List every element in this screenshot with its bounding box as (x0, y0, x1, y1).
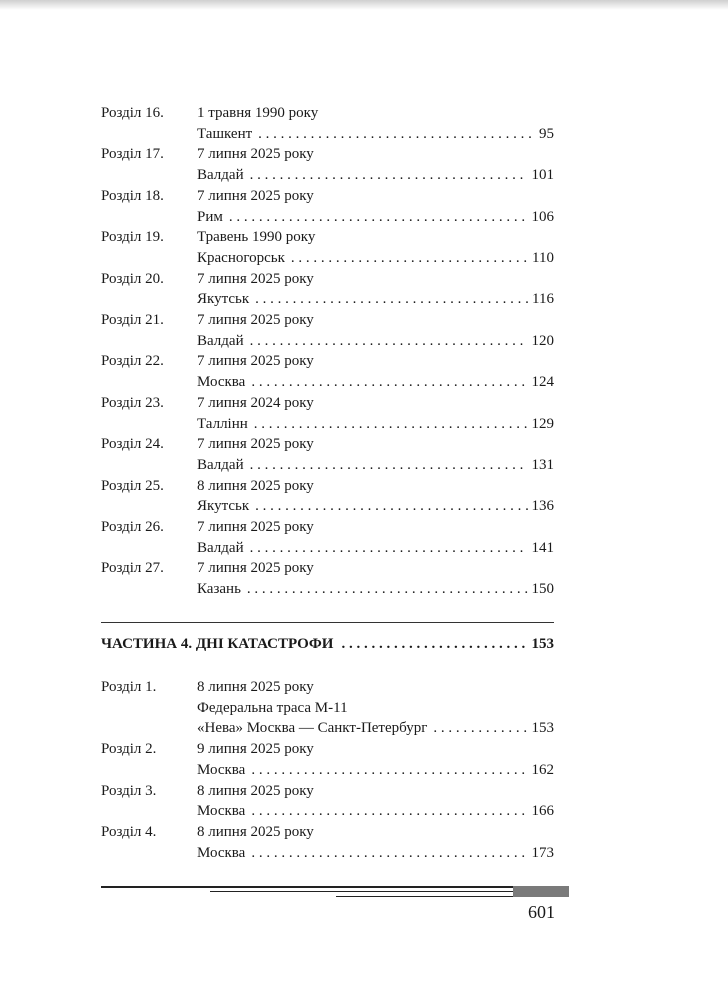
place-line (197, 843, 554, 864)
chapter-number: Розділ 25. (101, 477, 164, 494)
toc-entry (101, 677, 554, 739)
chapter-date: 1 травня 1990 року (197, 105, 319, 121)
chapter-number: Розділ 21. (101, 312, 164, 329)
toc-entry (101, 558, 554, 599)
entry-body (197, 558, 554, 599)
chapter-number: Розділ 26. (101, 519, 164, 536)
toc-entry (101, 351, 554, 392)
toc-entry (101, 739, 554, 780)
leader-dots (250, 455, 528, 476)
chapter-place: Казань (197, 581, 241, 598)
chapter-date: Травень 1990 року (197, 229, 316, 246)
leader-dots (433, 718, 527, 739)
chapter-date: 7 липня 2025 року (197, 187, 314, 204)
chapter-page: 136 (531, 498, 554, 515)
chapter-number: Розділ 16. (101, 105, 164, 121)
leader-dots (250, 538, 528, 559)
place-line (197, 496, 554, 517)
place-line (197, 718, 554, 739)
chapter-number: Розділ 22. (101, 353, 164, 370)
entry-body (197, 822, 554, 863)
place-line (197, 455, 554, 476)
chapter-page: 129 (531, 415, 554, 432)
chapter-location-line: Федеральна траса М-11 (197, 699, 348, 716)
chapter-place: Рим (197, 208, 223, 225)
entry-body (197, 517, 554, 558)
toc-entry (101, 517, 554, 558)
chapter-number: Розділ 18. (101, 187, 164, 204)
leader-dots (229, 207, 528, 228)
chapter-place: «Нева» Москва — Санкт-Петербург (197, 720, 428, 737)
entry-body (197, 310, 554, 351)
chapter-date: 7 липня 2025 року (197, 436, 314, 453)
toc-entry (101, 781, 554, 822)
chapter-place: Москва (197, 844, 246, 861)
entry-body (197, 434, 554, 475)
chapter-place: Таллінн (197, 415, 248, 432)
chapter-number: Розділ 24. (101, 436, 164, 453)
chapter-page: 141 (531, 539, 554, 556)
part-top-rule (101, 622, 554, 623)
chapter-date: 7 липня 2025 року (197, 560, 314, 577)
chapter-date: 8 липня 2025 року (197, 823, 314, 840)
toc-entry (101, 269, 554, 310)
toc-section-bottom (101, 677, 554, 863)
part-heading (101, 636, 554, 653)
footer-rule-short (336, 896, 513, 897)
place-line (197, 801, 554, 822)
leader-dots (251, 760, 527, 781)
chapter-number: Розділ 17. (101, 146, 164, 163)
chapter-page: 101 (531, 167, 554, 184)
chapter-place: Красногорськ (197, 249, 285, 266)
part-title: ЧАСТИНА 4. ДНІ КАТАСТРОФИ (101, 636, 334, 652)
place-line (197, 165, 554, 186)
chapter-page: 110 (532, 249, 554, 266)
entry-body (197, 476, 554, 517)
chapter-date: 8 липня 2025 року (197, 679, 314, 695)
page-number: 601 (528, 902, 555, 922)
entry-body (197, 393, 554, 434)
chapter-date: 8 липня 2025 року (197, 782, 314, 799)
place-line (197, 289, 554, 310)
leader-dots (255, 289, 528, 310)
place-line (197, 248, 554, 269)
leader-dots (247, 579, 528, 600)
entry-body (197, 739, 554, 780)
chapter-date: 9 липня 2025 року (197, 741, 314, 758)
leader-dots (251, 372, 527, 393)
leader-dots (250, 165, 528, 186)
leader-dots (255, 496, 527, 517)
footer-rule-mid (210, 891, 513, 892)
entry-body (197, 227, 554, 268)
chapter-page: 106 (531, 208, 554, 225)
place-line (197, 331, 554, 352)
toc-entry (101, 393, 554, 434)
entry-body (197, 186, 554, 227)
chapter-place: Москва (197, 374, 246, 391)
chapter-page: 173 (531, 844, 554, 861)
entry-body (197, 103, 554, 144)
leader-dots (258, 124, 535, 145)
toc-entry (101, 476, 554, 517)
chapter-page: 116 (532, 291, 554, 308)
toc-entry (101, 310, 554, 351)
chapter-page: 166 (531, 803, 554, 820)
chapter-place: Валдай (197, 167, 244, 184)
place-line (197, 760, 554, 781)
chapter-place: Валдай (197, 332, 244, 349)
chapter-place: Якутськ (197, 498, 250, 515)
leader-dots (251, 843, 527, 864)
chapter-page: 150 (531, 581, 554, 598)
chapter-number: Розділ 1. (101, 679, 157, 695)
part-leader-dots (341, 636, 527, 653)
part-page: 153 (531, 636, 554, 652)
place-line (197, 372, 554, 393)
toc-entry (101, 434, 554, 475)
footer-rule-long (101, 886, 513, 888)
chapter-page: 95 (539, 125, 554, 142)
entry-body (197, 269, 554, 310)
chapter-date: 8 липня 2025 року (197, 477, 314, 494)
chapter-page: 162 (531, 761, 554, 778)
place-line (197, 579, 554, 600)
leader-dots (291, 248, 528, 269)
toc-section-top (101, 103, 554, 600)
place-line (197, 538, 554, 559)
chapter-date: 7 липня 2025 року (197, 353, 314, 370)
place-line (197, 124, 554, 145)
chapter-page: 131 (531, 456, 554, 473)
toc-entry (101, 227, 554, 268)
entry-body (197, 677, 554, 739)
chapter-number: Розділ 2. (101, 741, 157, 758)
entry-body (197, 144, 554, 185)
toc-entry (101, 144, 554, 185)
chapter-number: Розділ 23. (101, 394, 164, 411)
entry-body (197, 781, 554, 822)
chapter-number: Розділ 4. (101, 823, 157, 840)
place-line (197, 414, 554, 435)
toc-entry (101, 103, 554, 144)
toc-entry (101, 822, 554, 863)
chapter-place: Якутськ (197, 291, 250, 308)
chapter-place: Москва (197, 803, 246, 820)
footer-gray-block (513, 886, 569, 897)
leader-dots (251, 801, 527, 822)
entry-body (197, 351, 554, 392)
toc-entry (101, 186, 554, 227)
chapter-date: 7 липня 2025 року (197, 312, 314, 329)
chapter-place: Валдай (197, 456, 244, 473)
chapter-date: 7 липня 2024 року (197, 394, 314, 411)
chapter-number: Розділ 3. (101, 782, 157, 799)
chapter-number: Розділ 20. (101, 270, 164, 287)
leader-dots (250, 331, 528, 352)
place-line (197, 207, 554, 228)
chapter-page: 153 (531, 720, 554, 737)
chapter-date: 7 липня 2025 року (197, 270, 314, 287)
leader-dots (254, 414, 528, 435)
chapter-page: 120 (531, 332, 554, 349)
chapter-number: Розділ 19. (101, 229, 164, 246)
chapter-page: 124 (531, 374, 554, 391)
chapter-date: 7 липня 2025 року (197, 519, 314, 536)
chapter-date: 7 липня 2025 року (197, 146, 314, 163)
scan-top-shadow (0, 0, 728, 10)
chapter-place: Москва (197, 761, 246, 778)
chapter-place: Ташкент (197, 125, 253, 142)
chapter-number: Розділ 27. (101, 560, 164, 577)
chapter-place: Валдай (197, 539, 244, 556)
